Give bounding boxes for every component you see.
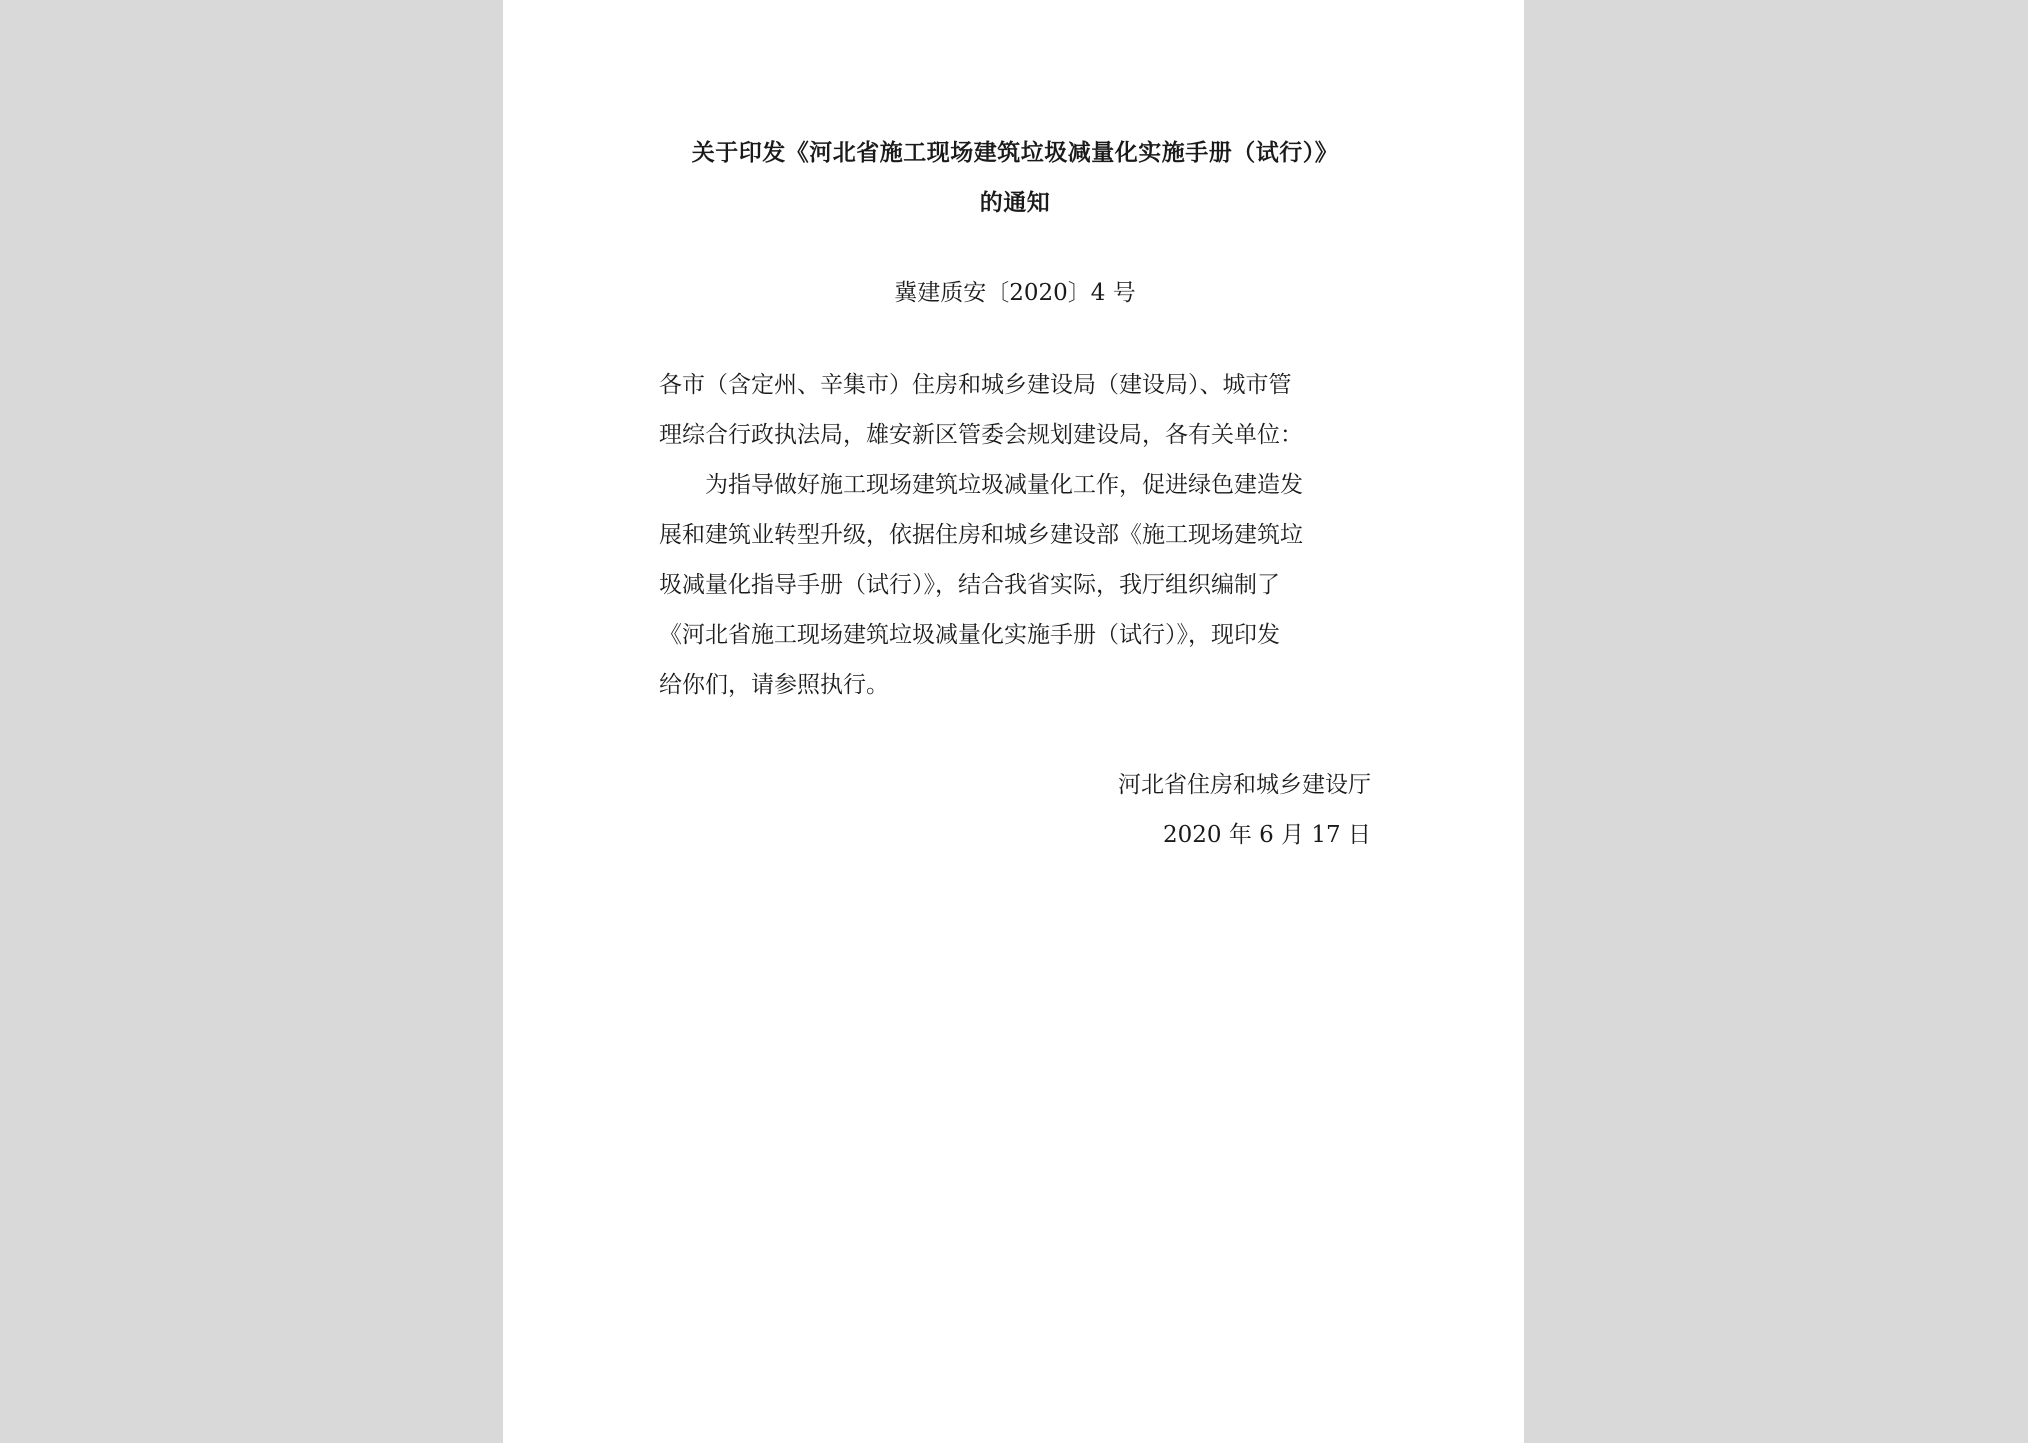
body-line: 圾减量化指导手册（试行）》，结合我省实际，我厅组织编制了 [659,572,1280,598]
issuer-name: 河北省住房和城乡建设厅 [1118,772,1371,798]
body-line: 为指导做好施工现场建筑垃圾减量化工作，促进绿色建造发 [659,472,1303,498]
notice-title-line: 关于印发《河北省施工现场建筑垃圾减量化实施手册（试行）》 [691,140,1339,166]
document-page [503,0,1524,1443]
body-line: 《河北省施工现场建筑垃圾减量化实施手册（试行）》，现印发 [659,622,1280,648]
signature-block [659,760,1371,860]
body-line: 各市（含定州、辛集市）住房和城乡建设局（建设局）、城市管 [659,372,1292,398]
notice-title [659,128,1371,228]
issue-date: 2020 年 6 月 17 日 [1163,822,1371,848]
body-line: 理综合行政执法局，雄安新区管委会规划建设局，各有关单位： [659,422,1303,448]
body-line: 展和建筑业转型升级，依据住房和城乡建设部《施工现场建筑垃 [659,522,1303,548]
notice-title-line: 的通知 [979,190,1051,216]
document-number: 冀建质安〔2020〕4 号 [894,280,1136,306]
notice-body [659,360,1371,710]
notice-content [659,128,1371,860]
body-line: 给你们，请参照执行。 [659,672,889,698]
